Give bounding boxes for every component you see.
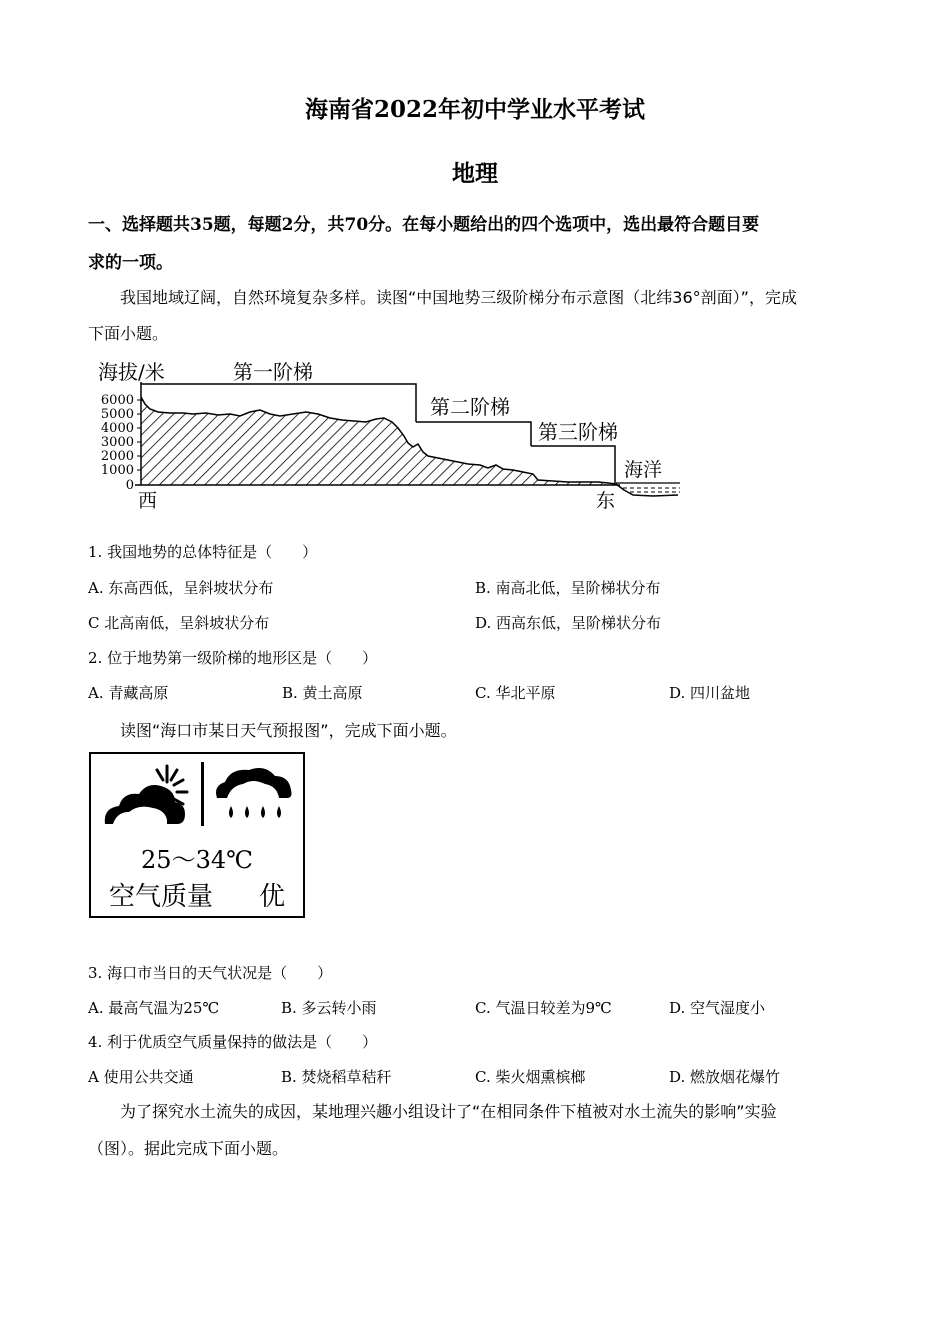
y-axis-label: 海拔/米 [98,360,165,384]
q1-option-a[interactable]: A. 东高西低，呈斜坡状分布 [88,579,274,597]
sun-behind-cloud-icon [99,762,199,832]
question-4-stem: 4. 利于优质空气质量保持的做法是（ ） [88,1033,378,1051]
q3-option-b[interactable]: B. 多云转小雨 [281,999,377,1017]
weather-forecast-figure [89,752,305,918]
icon-divider [201,762,204,826]
question-2-stem: 2. 位于地势第一级阶梯的地形区是（ ） [88,649,378,667]
passage3-line1: 为了探究水土流失的成因，某地理兴趣小组设计了“在相同条件下植被对水土流失的影响”实验 [120,1102,777,1121]
q2-option-c[interactable]: C. 华北平原 [475,684,556,702]
y-tick-label: 6000 [100,393,134,408]
question-3-stem: 3. 海口市当日的天气状况是（ ） [88,964,333,982]
q4-option-c[interactable]: C. 柴火烟熏槟榔 [475,1068,586,1086]
question-1-stem: 1. 我国地势的总体特征是（ ） [88,543,318,561]
q3-option-a[interactable]: A. 最高气温为25℃ [88,999,220,1017]
passage1-line2: 下面小题。 [88,324,169,343]
q2-option-b[interactable]: B. 黄土高原 [282,684,363,702]
ocean-label: 海洋 [624,459,663,481]
step3-label: 第三阶梯 [538,420,618,444]
y-tick-label: 4000 [100,421,134,436]
q2-option-d[interactable]: D. 四川盆地 [669,684,751,702]
terrain-profile-figure [88,352,688,512]
q3-option-c[interactable]: C. 气温日较差为9℃ [475,999,612,1017]
passage2: 读图“海口市某日天气预报图”，完成下面小题。 [120,721,457,740]
step3-outline [531,446,615,483]
y-tick-label: 2000 [100,449,134,464]
q1-option-d[interactable]: D. 西高东低，呈阶梯状分布 [475,614,662,632]
q4-option-a[interactable]: A 使用公共交通 [88,1068,194,1086]
q1-option-b[interactable]: B. 南高北低，呈阶梯状分布 [475,579,661,597]
subject-title: 地理 [452,160,498,187]
passage3-line2: （图）。据此完成下面小题。 [88,1139,289,1158]
exam-title: 海南省2022年初中学业水平考试 [304,96,645,123]
q4-option-b[interactable]: B. 焚烧稻草秸秆 [281,1068,392,1086]
step1-label: 第一阶梯 [233,360,313,384]
air-quality-label: 空气质量 [109,882,214,912]
rain-cloud-icon [209,762,299,832]
step2-label: 第二阶梯 [430,395,510,419]
west-label: 西 [138,490,158,512]
section-heading-line1: 一、选择题共35题，每题2分，共70分。在每小题给出的四个选项中，选出最符合题目要 [88,215,760,235]
y-tick-label: 1000 [100,463,134,478]
temperature-range: 25～34℃ [141,846,253,874]
section-heading-line2: 求的一项。 [88,253,173,273]
y-tick-label: 5000 [100,407,134,422]
step2-outline [416,422,531,446]
q4-option-d[interactable]: D. 燃放烟花爆竹 [669,1068,781,1086]
q2-option-a[interactable]: A. 青藏高原 [88,684,169,702]
q1-option-c[interactable]: C 北高南低，呈斜坡状分布 [88,614,270,632]
q3-option-d[interactable]: D. 空气湿度小 [669,999,766,1017]
air-quality-value: 优 [259,882,286,912]
y-tick-label: 3000 [100,435,134,450]
y-tick-label: 0 [125,478,134,493]
passage1-line1: 我国地域辽阔，自然环境复杂多样。读图“中国地势三级阶梯分布示意图（北纬36°剖面）”，完成 [120,288,797,307]
east-label: 东 [596,490,616,512]
